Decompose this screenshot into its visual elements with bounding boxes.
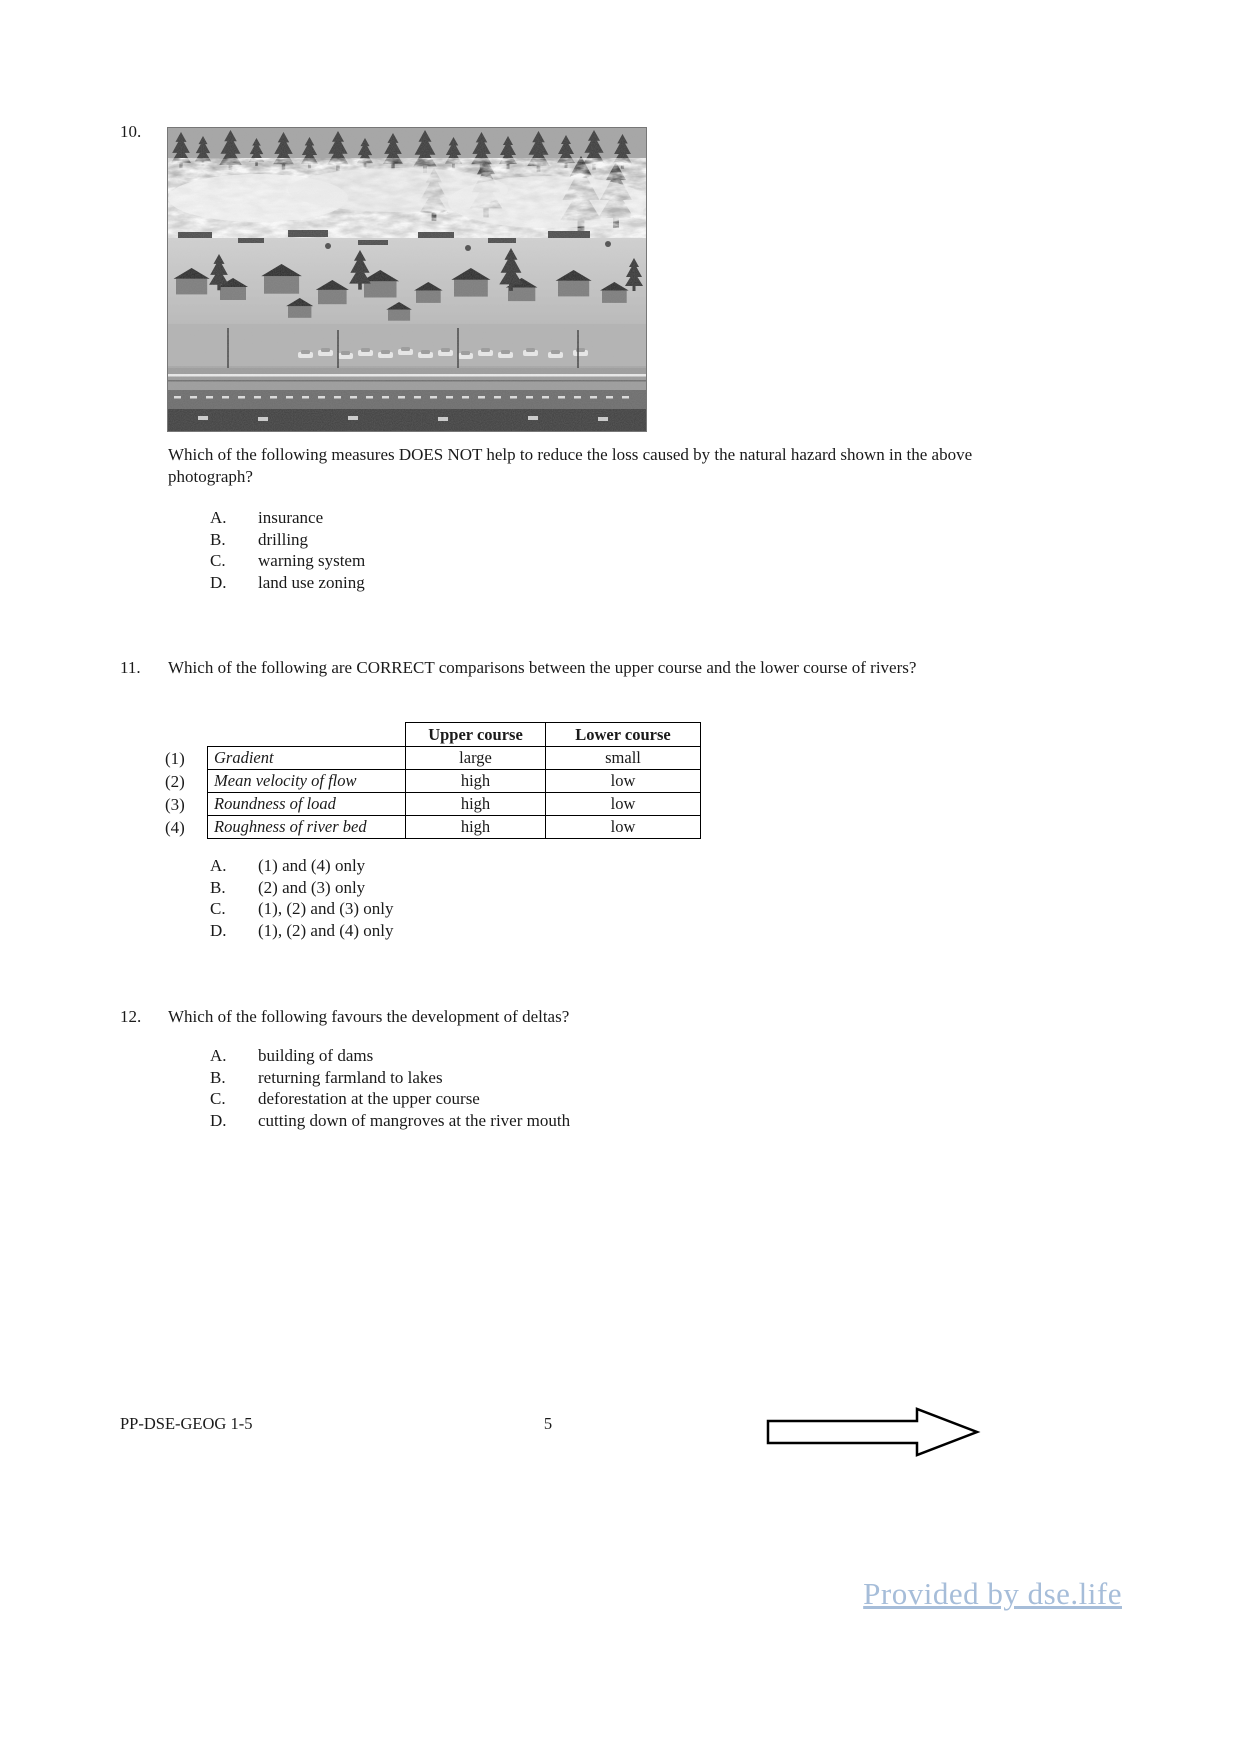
option-letter: A. xyxy=(210,508,227,527)
table-cell-lower: small xyxy=(546,747,701,770)
option-letter: D. xyxy=(210,572,227,592)
table-cell-lower: low xyxy=(546,793,701,816)
question-12-text: Which of the following favours the development of deltas? xyxy=(168,1007,570,1026)
option-letter: C. xyxy=(210,551,226,570)
question-12-options xyxy=(210,1045,570,1131)
table-row-label: Roundness of load xyxy=(208,793,406,816)
table-row-number: (2) xyxy=(165,772,185,791)
table-cell-lower: low xyxy=(546,770,701,793)
question-10-number: 10. xyxy=(120,122,142,141)
table-row-label: Roughness of river bed xyxy=(208,816,406,839)
option-letter: C. xyxy=(210,1089,226,1108)
table-cell-lower: low xyxy=(546,816,701,839)
river-comparison-table xyxy=(207,722,701,839)
table-cell-upper: high xyxy=(406,816,546,839)
table-row xyxy=(208,793,701,816)
option-text: land use zoning xyxy=(258,572,365,592)
table-row xyxy=(208,816,701,839)
question-10-options xyxy=(210,507,365,593)
option-letter: A. xyxy=(210,1046,227,1065)
question-10-photo xyxy=(168,128,646,431)
table-header-row xyxy=(208,723,701,747)
question-10-text: Which of the following measures DOES NOT help to reduce the loss caused by the natural hazard shown in the above photograph? xyxy=(168,445,973,486)
option-text: deforestation at the upper course xyxy=(258,1089,480,1108)
option-row xyxy=(210,572,365,594)
question-11-text: Which of the following are CORRECT comparisons between the upper course and the lower course of rivers? xyxy=(168,658,917,677)
option-row xyxy=(210,1067,570,1089)
option-row xyxy=(210,1045,570,1067)
table-cell-upper: high xyxy=(406,793,546,816)
option-row xyxy=(210,898,394,920)
table-cell-upper: high xyxy=(406,770,546,793)
option-letter: C. xyxy=(210,899,226,918)
question-11-number: 11. xyxy=(120,658,141,677)
option-text: (1) and (4) only xyxy=(258,856,366,875)
option-letter: A. xyxy=(210,856,227,875)
option-letter: D. xyxy=(210,920,227,940)
table-row-number: (3) xyxy=(165,795,185,814)
option-text: warning system xyxy=(258,551,366,570)
option-row xyxy=(210,920,394,942)
option-row xyxy=(210,529,365,551)
option-row xyxy=(210,877,394,899)
table-row-label: Gradient xyxy=(208,747,406,770)
table-header-lower-course: Lower course xyxy=(546,723,701,747)
question-11-options xyxy=(210,855,394,941)
watermark-link[interactable]: Provided by dse.life xyxy=(863,1576,1122,1611)
table-header-upper-course: Upper course xyxy=(406,723,546,747)
table-row-number: (4) xyxy=(165,818,185,837)
tsunami-photo-illustration xyxy=(168,128,646,431)
option-letter: B. xyxy=(210,877,226,897)
option-letter: B. xyxy=(210,529,226,549)
question-12-number: 12. xyxy=(120,1007,142,1026)
option-text: cutting down of mangroves at the river mouth xyxy=(258,1110,571,1130)
option-row xyxy=(210,1110,570,1132)
option-row xyxy=(210,507,365,529)
option-row xyxy=(210,550,365,572)
option-text: building of dams xyxy=(258,1046,374,1065)
page-number: 5 xyxy=(543,1414,553,1433)
option-row xyxy=(210,855,394,877)
option-text: (2) and (3) only xyxy=(258,877,366,897)
next-page-arrow-icon xyxy=(765,1406,981,1463)
table-row-label: Mean velocity of flow xyxy=(208,770,406,793)
table-row-number: (1) xyxy=(165,749,185,768)
option-text: (1), (2) and (3) only xyxy=(258,899,394,918)
option-text: insurance xyxy=(258,508,324,527)
option-row xyxy=(210,1088,570,1110)
option-text: returning farmland to lakes xyxy=(258,1067,443,1087)
option-text: drilling xyxy=(258,529,309,549)
option-text: (1), (2) and (4) only xyxy=(258,920,394,940)
table-cell-upper: large xyxy=(406,747,546,770)
option-letter: D. xyxy=(210,1110,227,1130)
table-row xyxy=(208,770,701,793)
table-row xyxy=(208,747,701,770)
option-letter: B. xyxy=(210,1067,226,1087)
paper-code: PP-DSE-GEOG 1-5 xyxy=(120,1414,253,1433)
table-blank-cell xyxy=(208,723,406,747)
